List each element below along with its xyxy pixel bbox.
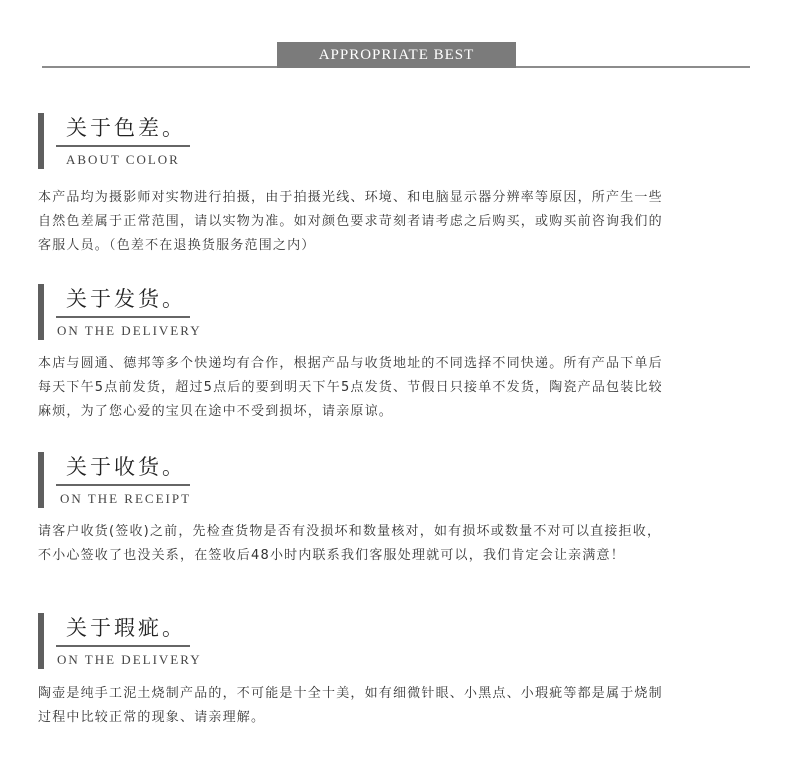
body-line: 过程中比较正常的现象、请亲理解。 (38, 710, 266, 725)
body-line: 本产品均为摄影师对实物进行拍摄，由于拍摄光线、环境、和电脑显示器分辨率等原因，所产生一些 (38, 190, 663, 205)
section-title: 关于色差。 (66, 116, 186, 140)
section-subtitle: ON THE DELIVERY (57, 652, 202, 667)
section-title-underline (56, 145, 190, 147)
section-body (38, 186, 754, 258)
body-line: 不小心签收了也没关系，在签收后48小时内联系我们客服处理就可以，我们肯定会让亲满意！ (38, 548, 625, 563)
section-body (38, 352, 754, 424)
section-body (38, 682, 754, 730)
section-title-underline (56, 316, 190, 318)
section-subtitle: ON THE RECEIPT (60, 491, 192, 506)
section-title-underline (56, 484, 190, 486)
section-subtitle: ABOUT COLOR (66, 152, 180, 167)
section-body (38, 520, 754, 568)
section-accent-bar (38, 613, 44, 669)
body-line: 本店与圆通、德邦等多个快递均有合作，根据产品与收货地址的不同选择不同快递。所有产品下单后 (38, 356, 663, 371)
body-line: 自然色差属于正常范围，请以实物为准。如对颜色要求苛刻者请考虑之后购买，或购买前咨询我们的 (38, 214, 663, 229)
section-title-underline (56, 645, 190, 647)
body-line: 陶壶是纯手工泥土烧制产品的，不可能是十全十美，如有细微针眼、小黑点、小瑕疵等都是属于烧制 (38, 686, 663, 701)
header-banner: APPROPRIATE BEST (277, 42, 516, 68)
section-accent-bar (38, 284, 44, 340)
body-line: 请客户收货(签收)之前，先检查货物是否有没损坏和数量核对，如有损坏或数量不对可以直接拒收， (38, 524, 662, 539)
body-line: 客服人员。（色差不在退换货服务范围之内） (38, 238, 316, 253)
section-title: 关于发货。 (66, 287, 186, 311)
section-subtitle: ON THE DELIVERY (57, 323, 202, 338)
section-title: 关于瑕疵。 (66, 616, 186, 640)
section-accent-bar (38, 452, 44, 508)
section-title: 关于收货。 (66, 455, 186, 479)
section-accent-bar (38, 113, 44, 169)
body-line: 每天下午5点前发货，超过5点后的要到明天下午5点发货、节假日只接单不发货，陶瓷产品包装比较 (38, 380, 663, 395)
body-line: 麻烦，为了您心爱的宝贝在途中不受到损坏，请亲原谅。 (38, 404, 394, 419)
